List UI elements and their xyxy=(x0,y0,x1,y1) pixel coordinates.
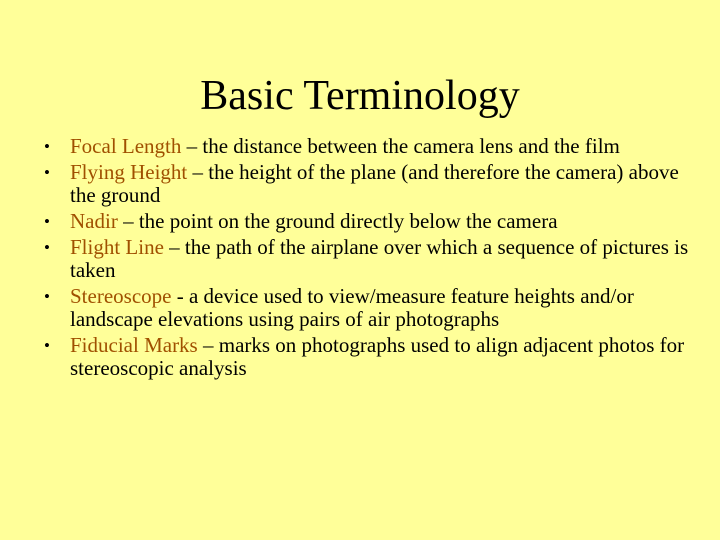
list-item-stereoscope xyxy=(44,284,694,333)
list-item-flight-line xyxy=(44,235,694,284)
bullet-dot-icon: • xyxy=(44,336,50,355)
term-fiducial-marks: Fiducial Marks xyxy=(70,333,198,357)
bullet-dot-icon: • xyxy=(44,163,50,182)
definition-flying-height: – the height of the plane (and therefore the camera) above the ground xyxy=(70,160,679,207)
list-item-nadir xyxy=(44,209,694,235)
term-flying-height: Flying Height xyxy=(70,160,188,184)
list-item-focal-length xyxy=(44,134,694,160)
definition-flight-line: – the path of the airplane over which a sequence of pictures is taken xyxy=(70,235,689,282)
definition-fiducial-marks: – marks on photographs used to align adjacent photos for stereoscopic analysis xyxy=(70,333,685,380)
term-flight-line: Flight Line xyxy=(70,235,164,259)
definition-nadir: – the point on the ground directly below the camera xyxy=(117,209,558,233)
bullet-dot-icon: • xyxy=(44,212,50,231)
terminology-list xyxy=(44,134,694,382)
term-focal-length: Focal Length xyxy=(70,134,182,158)
definition-focal-length: – the distance between the camera lens and the film xyxy=(181,134,620,158)
bullet-dot-icon: • xyxy=(44,287,50,306)
term-stereoscope: Stereoscope xyxy=(70,284,172,308)
slide-title: Basic Terminology xyxy=(200,73,520,119)
list-item-flying-height xyxy=(44,160,694,209)
term-nadir: Nadir xyxy=(70,209,118,233)
list-item-fiducial-marks xyxy=(44,333,694,382)
definition-stereoscope: - a device used to view/measure feature heights and/or landscape elevations using pairs of air photographs xyxy=(70,284,634,331)
bullet-dot-icon: • xyxy=(44,238,50,257)
bullet-dot-icon: • xyxy=(44,137,50,156)
